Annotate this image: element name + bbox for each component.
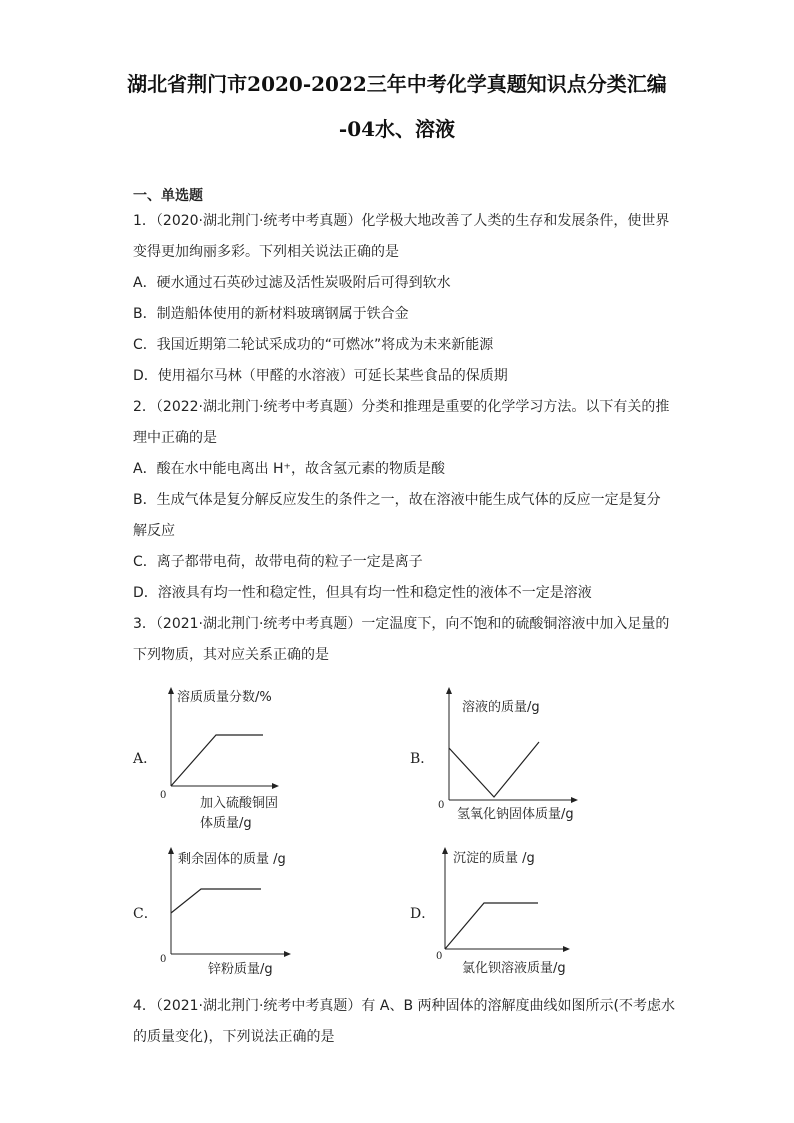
graph-c-y-label: 剩余固体的质量 /g: [178, 852, 286, 867]
q1-option-d: D．使用福尔马林（甲醛的水溶液）可延长某些食品的保质期: [133, 368, 508, 384]
q3-stem-line1: 3．（2021·湖北荆门·统考中考真题）一定温度下，向不饱和的硫酸铜溶液中加入足量的: [133, 616, 670, 632]
graph-a-x-label-line1: 加入硫酸铜固: [200, 796, 279, 811]
graph-a: [150, 686, 310, 836]
graph-a-x-arrow: [272, 783, 279, 789]
graph-b-x-label: 氢氧化钠固体质量/g: [457, 807, 574, 822]
q1-option-b: B．制造船体使用的新材料玻璃钢属于铁合金: [133, 306, 409, 322]
q2-stem-line1: 2．（2022·湖北荆门·统考中考真题）分类和推理是重要的化学学习方法。以下有关的推: [133, 399, 670, 415]
graph-d-curve: [445, 903, 538, 949]
graph-d-x-arrow: [563, 946, 570, 952]
graph-d-y-arrow: [442, 847, 448, 854]
q1-stem-line1: 1．（2020·湖北荆门·统考中考真题）化学极大地改善了人类的生存和发展条件，使世界: [133, 213, 670, 229]
q3-option-d-label: D．: [410, 906, 436, 922]
q3-option-a-label: A．: [133, 751, 158, 767]
q4-stem-line1: 4．（2021·湖北荆门·统考中考真题）有 A、B 两种固体的溶解度曲线如图所示(不考虑水: [133, 998, 675, 1014]
q1-stem-line2: 变得更加绚丽多彩。下列相关说法正确的是: [133, 244, 399, 260]
graph-b: [428, 686, 608, 826]
q3-option-b-label: B．: [410, 751, 435, 767]
graph-a-x-label-line2: 体质量/g: [200, 816, 252, 831]
graph-b-origin: 0: [438, 800, 445, 811]
graph-d-x-label: 氯化钡溶液质量/g: [462, 961, 566, 976]
graph-d-y-label: 沉淀的质量 /g: [453, 851, 535, 866]
graph-c-x-arrow: [284, 951, 291, 957]
graph-b-curve: [449, 742, 539, 797]
graph-c-y-arrow: [168, 847, 174, 854]
graph-c-curve: [171, 889, 261, 913]
graph-d: [424, 846, 604, 976]
graph-a-y-label: 溶质质量分数/%: [177, 690, 272, 705]
graph-c: [150, 846, 320, 976]
graph-b-x-arrow: [571, 797, 578, 803]
q2-option-b-line1: B．生成气体是复分解反应发生的条件之一，故在溶液中能生成气体的反应一定是复分: [133, 492, 661, 508]
graph-d-origin: 0: [436, 951, 443, 962]
q2-option-d: D．溶液具有均一性和稳定性，但具有均一性和稳定性的液体不一定是溶液: [133, 585, 592, 601]
q2-option-c: C．离子都带电荷，故带电荷的粒子一定是离子: [133, 554, 423, 570]
q2-option-a: A．酸在水中能电离出 H⁺，故含氢元素的物质是酸: [133, 461, 445, 477]
q2-stem-line2: 理中正确的是: [133, 430, 217, 446]
section-heading: 一、单选题: [133, 188, 203, 204]
doc-title-line1: 湖北省荆门市2020-2022三年中考化学真题知识点分类汇编: [127, 72, 667, 96]
graph-a-y-arrow: [168, 687, 174, 694]
doc-title-line2: -04水、溶液: [338, 117, 456, 141]
q3-stem-line2: 下列物质，其对应关系正确的是: [133, 647, 329, 663]
graph-b-y-label: 溶液的质量/g: [462, 700, 540, 715]
q4-stem-line2: 的质量变化)，下列说法正确的是: [133, 1029, 335, 1045]
graph-a-curve: [171, 735, 263, 786]
q2-option-b-line2: 解反应: [133, 523, 175, 539]
graph-c-x-label: 锌粉质量/g: [208, 962, 273, 977]
graph-a-origin: 0: [160, 790, 167, 801]
q1-option-c: C．我国近期第二轮试采成功的“可燃冰”将成为未来新能源: [133, 337, 494, 353]
graph-b-y-arrow: [446, 687, 452, 694]
graph-c-origin: 0: [160, 954, 167, 965]
q1-option-a: A．硬水通过石英砂过滤及活性炭吸附后可得到软水: [133, 275, 451, 291]
q3-option-c-label: C．: [133, 906, 158, 922]
